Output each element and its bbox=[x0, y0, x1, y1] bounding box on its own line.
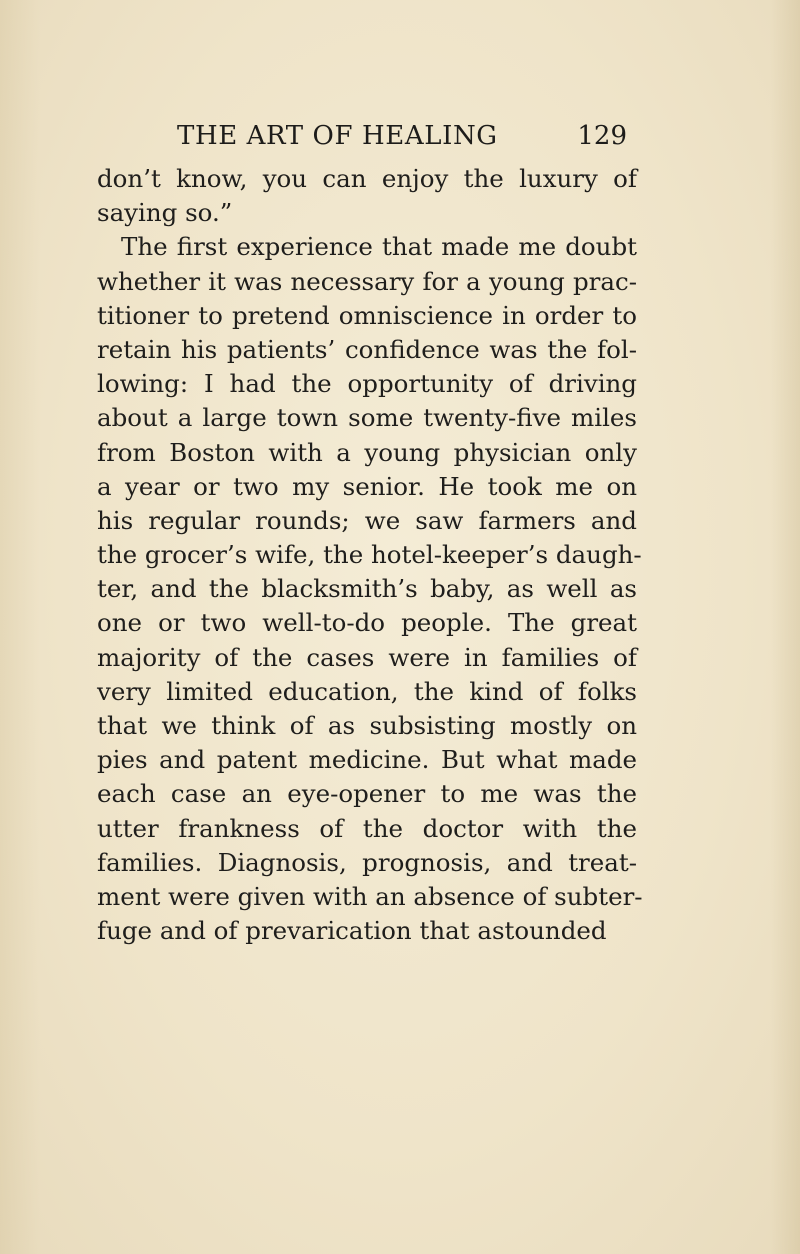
text-line: whether it was necessary for a young prac- bbox=[97, 266, 637, 296]
text-line: retain his patients’ confidence was the fol- bbox=[97, 334, 637, 364]
text-line: lowing: I had the opportunity of driving bbox=[97, 369, 637, 399]
text-line: about a large town some twenty-five miles bbox=[97, 403, 637, 433]
text-line: the grocer’s wife, the hotel-keeper’s daugh- bbox=[97, 540, 642, 570]
body-text bbox=[97, 162, 643, 948]
page-number: 129 bbox=[577, 121, 627, 151]
text-line: fuge and of prevarication that astounded bbox=[97, 916, 607, 946]
text-line: a year or two my senior. He took me on bbox=[97, 471, 637, 501]
text-line: his regular rounds; we saw farmers and bbox=[97, 505, 637, 535]
text-line: don’t know, you can enjoy the luxury of bbox=[97, 164, 637, 193]
text-line: titioner to pretend omniscience in order to bbox=[97, 300, 637, 330]
text-line: families. Diagnosis, prognosis, and treat- bbox=[97, 847, 637, 877]
page-header bbox=[97, 118, 627, 154]
text-line: ment were given with an absence of subter- bbox=[97, 881, 643, 911]
text-line: from Boston with a young physician only bbox=[97, 437, 637, 467]
text-line: very limited education, the kind of folks bbox=[97, 676, 637, 706]
text-line: each case an eye-opener to me was the bbox=[97, 779, 637, 809]
text-line: ter, and the blacksmith’s baby, as well as bbox=[97, 574, 637, 604]
text-line: pies and patent medicine. But what made bbox=[97, 745, 637, 775]
text-line: that we think of as subsisting mostly on bbox=[97, 711, 637, 740]
text-line: majority of the cases were in families of bbox=[97, 642, 637, 672]
running-title: THE ART OF HEALING bbox=[177, 121, 498, 151]
text-line: The first experience that made me doubt bbox=[121, 232, 637, 262]
text-line: one or two well-to-do people. The great bbox=[97, 608, 637, 638]
text-line: saying so.” bbox=[97, 198, 233, 228]
text-line: utter frankness of the doctor with the bbox=[97, 813, 637, 843]
